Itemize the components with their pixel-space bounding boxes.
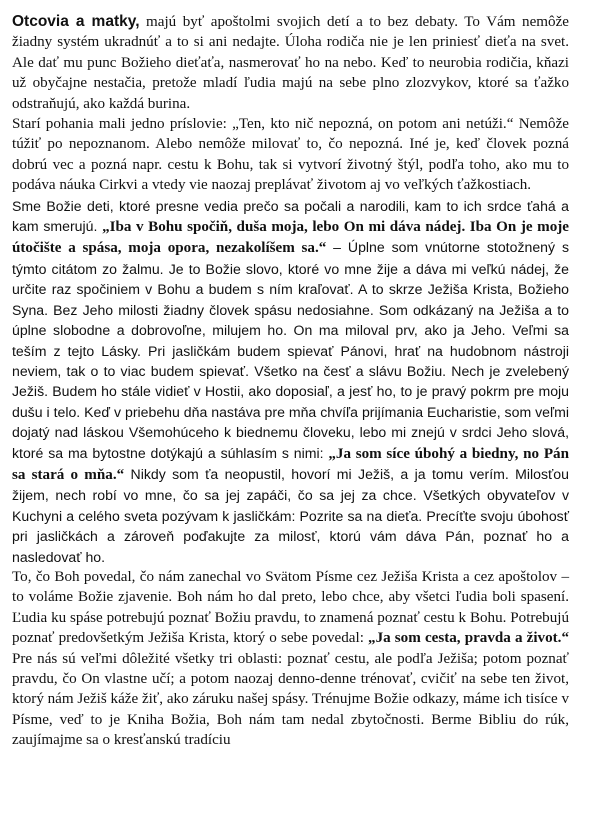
paragraph-text: Nikdy som ťa neopustil, hovorí mi Ježiš, a ja tomu verím. Milosťou žijem, nech robí vo mne, čo sa jej zapáči, čo sa jej za chce. Všetkých obyvateľov v Kuchyni a celého sveta pozývam k jasličkám: Pozrite sa na dieťa. Precíťte svoju úbohosť pri jasličkách a zároveň poďakujte za milosť, ktorú vám dáva Pán, poznať ho a nasledovať ho. bbox=[12, 465, 569, 565]
psalm-quote-poor: „Ja som síce úbohý a biedny, no Pán sa stará o mňa.“ bbox=[12, 445, 569, 483]
psalm-quote: „Iba v Bohu spočiň, duša moja, lebo On mi dáva nádej. Iba On je moje útočište a spása, moja opora, nezakolíšem sa.“ bbox=[12, 219, 570, 257]
jesus-quote: „Ja som cesta, pravda a život.“ bbox=[368, 630, 569, 647]
paragraph-revelation bbox=[12, 567, 569, 751]
paragraph-gods-children bbox=[12, 196, 569, 567]
paragraph-text: – Úplne som vnútorne stotožnený s týmto citátom zo žalmu. Je to Božie slovo, ktoré vo mne žije a dáva mi veľkú nádej, že určite raz spočiniem v Bohu a budem s ním kraľovať. A to skrze Ježiša Krista, Božieho Syna. Bez Jeho milosti žiadny človek spásu nedosiahne. Som odkázaný na Ježiša a to úplne slobodne a dobrovoľne, milujem ho. On ma miloval prv, ako ja Jeho. Veľmi sa teším z tejto Lásky. Pri jasličkám budem spievať Pánovi, hrať na hudobnom nástroji neviem, tak o to viac budem spievať. Všetko na česť a slávu Božiu. Nech je zvelebený Ježiš. Budem ho stále vidieť v Hostii, ako doposiaľ, a jesť ho, to je pravý pokrm pre moju dušu i telo. Keď v priebehu dňa nastáva pre mňa chvíľa prijímania Eucharistie, som veľmi dojatý nad láskou Všemohúceho k biednemu človeku, lebo mi znejú v srdci Jeho slová, ktoré sa ma bytostne dotýkajú a súhlasím s nimi: bbox=[12, 239, 569, 461]
lead-phrase: Otcovia a matky, bbox=[12, 13, 140, 30]
paragraph-text: Pre nás sú veľmi dôležité všetky tri oblasti: poznať cestu, ale podľa Ježiša; potom poznať pravdu, čo On vlastne učí; a potom naozaj denno-denne trénovať, cvičiť na sebe ten život, ktorý nám Ježiš káže žiť, ako záruku našej spásy. Trénujme Božie odkazy, máme ich tisíce v Písme, veď to je Kniha Božia, Boh nám tam nedal zbytočnosti. Berme Bibliu do rúk, zaujímajme sa o kresťanskú tradíciu bbox=[12, 650, 569, 749]
paragraph-text: Sme Božie deti, ktoré presne vedia prečo sa počali a narodili, kam to ich srdce ťahá a kam smerujú. bbox=[12, 197, 569, 235]
paragraph-text: majú byť apoštolmi svojich detí a to bez debaty. To Vám nemôže žiadny systém ukradnúť a to si ani nedajte. Úloha rodiča nie je len priniesť dieťa na svet. Ale dať mu punc Božieho dieťaťa, nasmerovať ho na nebo. Keď to neurobia rodičia, kňazi už obyčajne nestačia, pretože mladí ľudia majú na sebe plno zlozvykov, ktoré sa ťažko odstraňujú, ako každá burina. bbox=[12, 14, 569, 112]
paragraph-proverb bbox=[12, 114, 569, 196]
paragraph-text: To, čo Boh povedal, čo nám zanechal vo Svätom Písme cez Ježiša Krista a cez apoštolov – to voláme Božie zjavenie. Boh nám ho dal preto, lebo chce, aby všetci ľudia boli spasení. Ľudia ku spáse potrebujú poznať Božiu pravdu, to znamená poznať cestu k Bohu. Potrebujú poznať predovšetkým Ježiša Krista, ktorý o sebe povedal: bbox=[12, 568, 569, 647]
paragraph-parents bbox=[12, 12, 569, 114]
paragraph-text: Starí pohania mali jedno príslovie: „Ten, kto nič nepozná, on potom ani netúži.“ Nemôže túžiť po nepoznanom. Alebo nemôže milovať to, čo nepozná. Iné je, keď človek pozná dobrú vec a pozná napr. cestu k Bohu, tak si vytvorí životný štýl, podľa toho, ako mu to podáva náuka Cirkvi a vtedy vie naozaj preplávať životom aj vo veľkých ťažkostiach. bbox=[12, 116, 569, 194]
document-page bbox=[12, 12, 569, 751]
